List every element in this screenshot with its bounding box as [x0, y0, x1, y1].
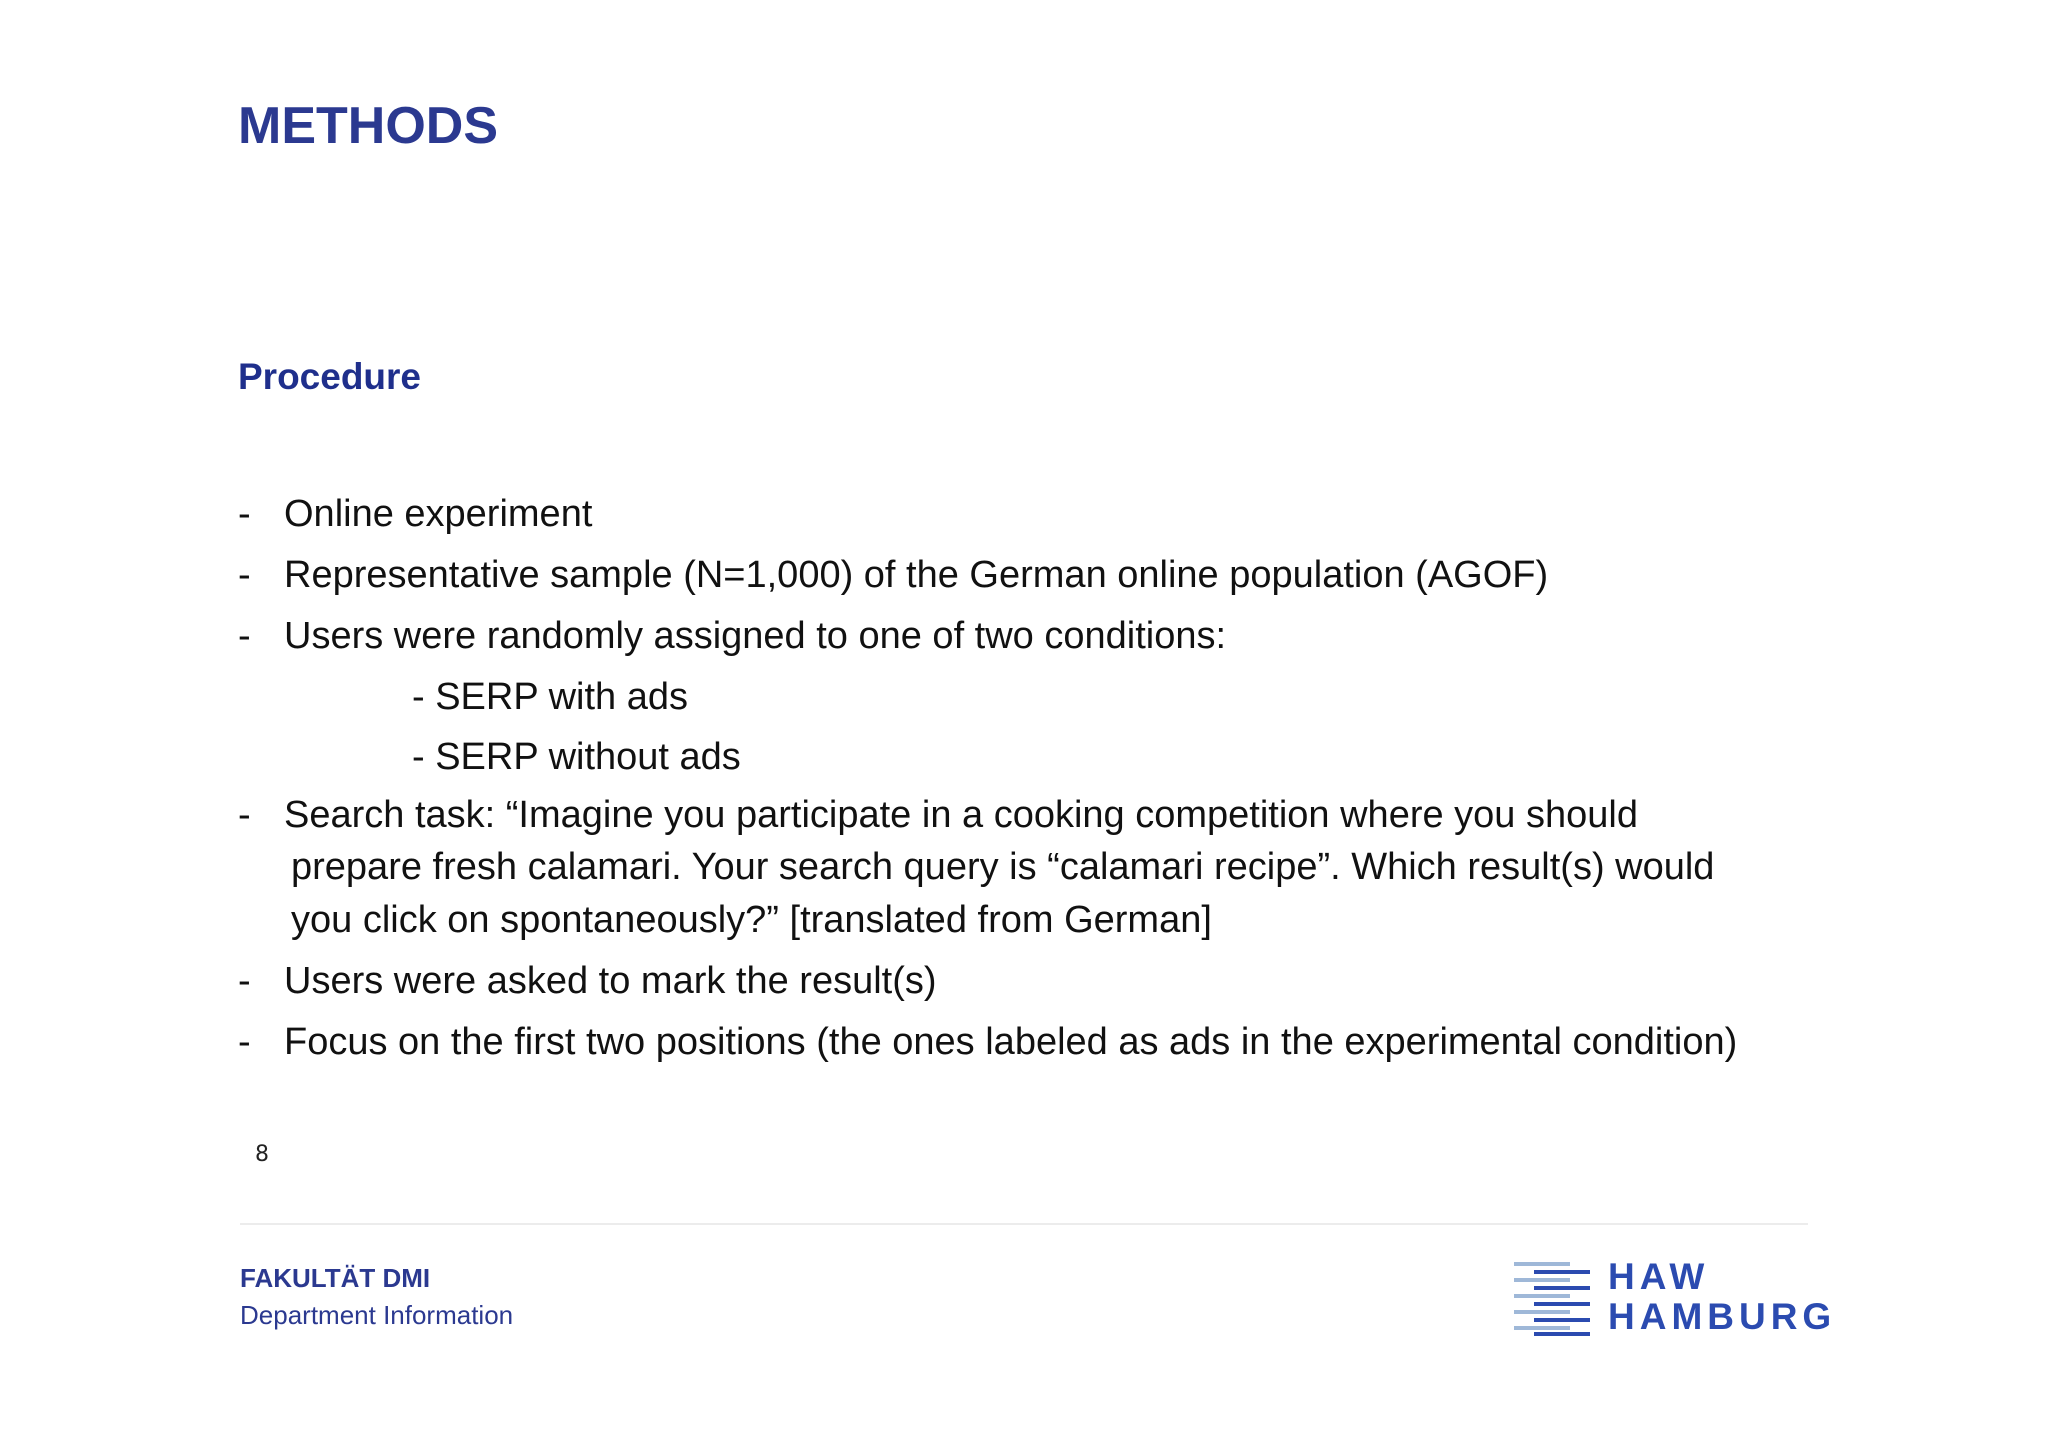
logo-stripes-icon	[1512, 1258, 1592, 1338]
logo-text-haw: HAW	[1608, 1256, 1710, 1297]
bullet-dash: -	[238, 794, 251, 836]
slide-title: METHODS	[238, 97, 498, 155]
bullet-continuation: prepare fresh calamari. Your search query is “calamari recipe”. Which result(s) would	[291, 846, 1715, 888]
bullet-dash: -	[238, 615, 251, 657]
bullet-text: Search task: “Imagine you participate in a cooking competition where you should	[284, 794, 1638, 836]
bullet-text: Online experiment	[284, 493, 593, 535]
page-number: 8	[255, 1142, 269, 1167]
bullet-dash: -	[238, 554, 251, 596]
bullet-dash: -	[238, 960, 251, 1002]
footer-divider	[240, 1223, 1808, 1225]
sub-bullet-item: - SERP with ads	[412, 676, 688, 718]
bullet-text: Focus on the first two positions (the ones labeled as ads in the experimental condition)	[284, 1021, 1738, 1063]
bullet-dash: -	[238, 1021, 251, 1063]
bullet-dash: -	[238, 493, 251, 535]
haw-hamburg-logo	[1512, 1256, 1837, 1338]
section-heading: Procedure	[238, 356, 422, 397]
sub-bullet-item: - SERP without ads	[412, 736, 741, 778]
bullet-text: Representative sample (N=1,000) of the German online population (AGOF)	[284, 554, 1549, 596]
footer-department: Department Information	[240, 1300, 514, 1330]
logo-text-hamburg: HAMBURG	[1608, 1296, 1837, 1337]
bullet-text: Users were randomly assigned to one of two conditions:	[284, 615, 1227, 657]
bullet-continuation: you click on spontaneously?” [translated from German]	[291, 899, 1212, 941]
bullet-text: Users were asked to mark the result(s)	[284, 960, 937, 1002]
footer-faculty: FAKULTÄT DMI	[240, 1263, 431, 1293]
